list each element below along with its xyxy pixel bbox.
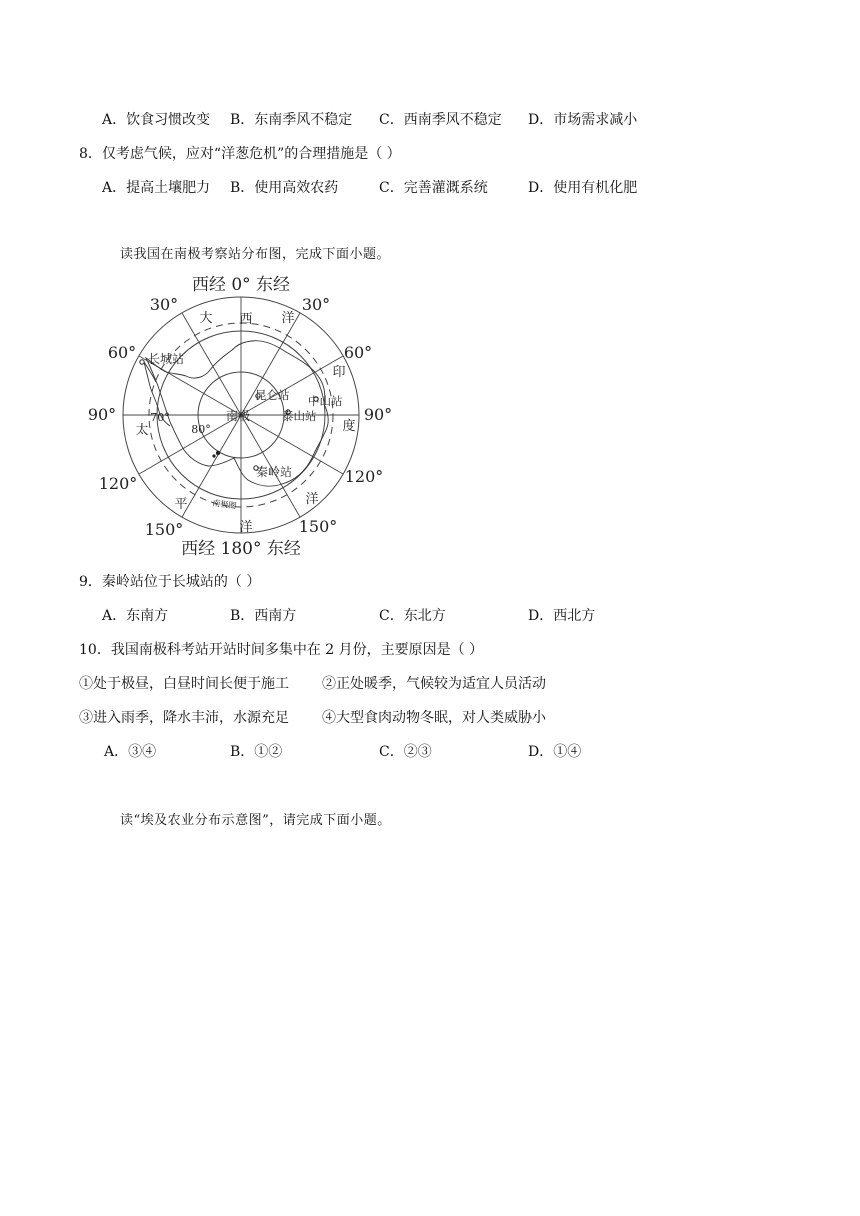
q10-stem: 10．我国南极科考站开站时间多集中在 2 月份，主要原因是（ ） [79,642,484,658]
lon-label-90e: 90° [363,405,393,424]
lat-label-80: 80° [191,423,211,436]
ocean-char-yin: 印 [332,365,346,380]
ocean-char-tai: 太 [135,423,149,438]
q8-option-a: A．提高土壤肥力 [102,180,211,196]
q9-stem: 9．秦岭站位于长城站的（ ） [79,574,261,590]
ocean-char-yang-3: 洋 [239,520,253,535]
q7-option-d: D．市场需求减小 [528,112,638,128]
ocean-char-da: 大 [199,311,213,326]
map-bottom-label: 西经 180° 东经 [181,539,301,559]
map-top-label: 西经 0° 东经 [191,275,291,295]
lon-label-60e: 60° [343,343,373,362]
pole-label: 南极 [225,409,251,423]
ocean-char-du: 度 [342,419,356,434]
q10-option-b: B．①② [230,744,283,760]
lon-label-150w: 150° [144,520,184,539]
ocean-char-xi: 西 [239,312,253,327]
lon-label-120e: 120° [344,467,384,486]
q10-choice-3: ③进入雨季，降水丰沛，水源充足 [79,710,289,726]
q8-stem: 8．仅考虑气候，应对“洋葱危机”的合理措施是（ ） [79,146,401,162]
section-intro-antarctic: 读我国在南极考察站分布图，完成下面小题。 [120,247,391,262]
q8-option-d: D．使用有机化肥 [528,180,638,196]
q10-choice-4: ④大型食肉动物冬眠，对人类威胁小 [322,710,546,726]
station-label-changcheng: 长城站 [148,352,185,366]
q7-option-c: C．西南季风不稳定 [379,112,502,128]
q10-option-c: C．②③ [379,744,432,760]
q10-choice-1: ①处于极昼，白昼时间长便于施工 [79,676,289,692]
lon-label-30w: 30° [149,295,179,314]
q8-option-c: C．完善灌溉系统 [379,180,488,196]
antarctic-circle-label: 南极圈 [211,498,237,511]
lat-label-70: 70° [150,411,170,424]
ocean-char-yang-2: 洋 [305,492,319,507]
lon-label-90w: 90° [87,405,117,424]
q9-option-c: C．东北方 [379,608,446,624]
lon-label-30e: 30° [301,295,331,314]
section-intro-egypt: 读“埃及农业分布示意图”，请完成下面小题。 [120,813,391,828]
ocean-char-ping: 平 [174,497,188,512]
q10-option-d: D．①④ [528,744,582,760]
q7-option-a: A．饮食习惯改变 [102,112,211,128]
q10-choice-2: ②正处暖季，气候较为适宜人员活动 [322,676,546,692]
lon-label-150e: 150° [298,517,338,536]
q7-option-b: B．东南季风不稳定 [230,112,353,128]
station-label-qinling: 秦岭站 [256,465,293,479]
station-label-kunlun: 昆仑站 [255,388,290,402]
lon-label-60w: 60° [107,343,137,362]
q9-option-b: B．西南方 [230,608,297,624]
station-label-zhongshan: 中山站 [308,394,343,408]
antarctic-station-map [86,270,396,562]
lon-label-120w: 120° [98,474,138,493]
q8-option-b: B．使用高效农药 [230,180,339,196]
q10-option-a: A．③④ [104,744,157,760]
ocean-char-yang-1: 洋 [281,311,295,326]
station-marker-changcheng [140,360,144,364]
q9-option-a: A．东南方 [102,608,169,624]
q9-option-d: D．西北方 [528,608,596,624]
station-label-taishan: 泰山站 [282,409,317,423]
